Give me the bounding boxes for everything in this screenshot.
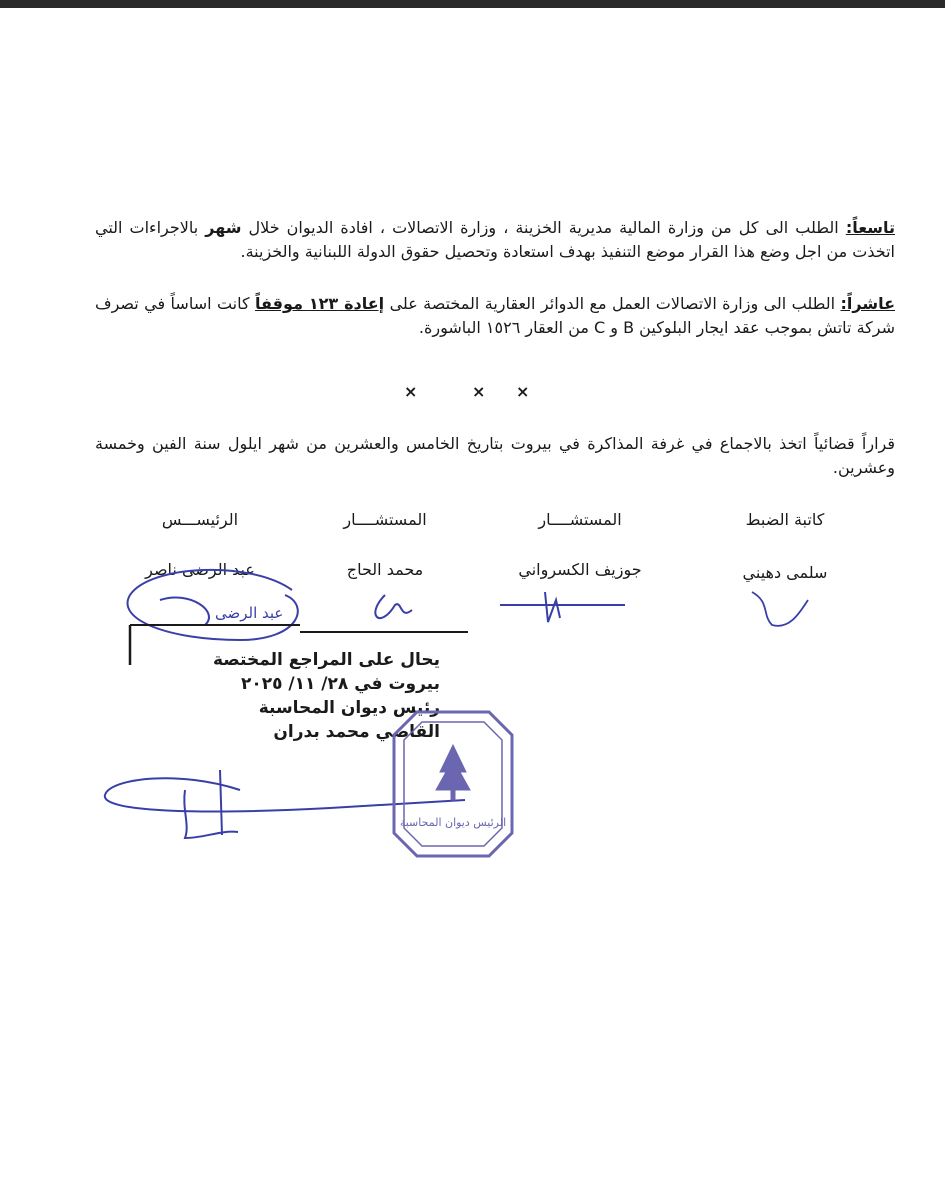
clause-tenth-underlined: إعادة ١٢٣ موقفاً xyxy=(255,294,385,313)
separator-mark: × xyxy=(404,382,418,401)
referral-block xyxy=(170,648,440,744)
referral-judge: القاضي محمد بدران xyxy=(273,722,440,742)
section-separator xyxy=(390,382,550,406)
clause-ninth-label: تاسعاً: xyxy=(845,218,895,237)
clause-ninth xyxy=(95,216,895,264)
judge-signature xyxy=(105,770,465,838)
advisor-2-name: محمد الحاج xyxy=(346,560,424,579)
clause-ninth-bold: شهر xyxy=(205,218,242,237)
referral-line-1: يحال على المراجع المختصة xyxy=(212,650,440,670)
clerk-name: سلمى دهيني xyxy=(742,563,828,582)
advisor-1-signature xyxy=(500,592,625,622)
clerk-role: كاتبة الضبط xyxy=(745,510,825,529)
clause-ninth-text-1: الطلب الى كل من وزارة المالية مديرية الخزينة ، وزارة الاتصالات ، افادة الديوان خلال xyxy=(241,218,846,237)
advisor-2-role: المستشــــار xyxy=(343,510,427,529)
clause-tenth xyxy=(95,292,895,340)
clause-tenth-text-1: الطلب الى وزارة الاتصالات العمل مع الدوائر العقارية المختصة على xyxy=(384,294,841,313)
separator-mark: × xyxy=(516,382,530,401)
president-name: عبد الرضى ناصر xyxy=(145,560,255,579)
handwritten-signature-text: عبد الرضى xyxy=(215,604,284,622)
referral-date: بيروت في ٢٨/ ١١/ ٢٠٢٥ xyxy=(240,674,440,694)
president-role: الرئيســـس xyxy=(161,510,239,529)
clause-tenth-text-2: كانت اساساً في تصرف شركة تاتش بموجب عقد ايجار البلوكين B و C من العقار ١٥٢٦ الباشورة. xyxy=(95,294,895,337)
top-border xyxy=(0,0,945,8)
referral-title: رئيس ديوان المحاسبة xyxy=(258,698,440,718)
separator-mark: × xyxy=(472,382,486,401)
clause-ninth-text-2: بالاجراءات التي اتخذت من اجل وضع هذا القرار موضع التنفيذ بهدف استعادة وتحصيل حقوق الدولة اللبنانية والخزينة. xyxy=(95,218,895,261)
advisor-1-role: المستشــــار xyxy=(538,510,622,529)
advisor-2-signature xyxy=(300,595,468,632)
clerk-signature xyxy=(752,592,808,626)
advisor-1-name: جوزيف الكسرواني xyxy=(518,560,642,579)
clause-tenth-label: عاشراً: xyxy=(840,294,896,313)
decision-statement: قراراً قضائياً اتخذ بالاجماع في غرفة المذاكرة في بيروت بتاريخ الخامس والعشرين من شهر ايلول سنة الفين وخمسة وعشرين. xyxy=(95,434,895,477)
stamp-text: الرئيس ديوان المحاسبة xyxy=(399,816,507,829)
